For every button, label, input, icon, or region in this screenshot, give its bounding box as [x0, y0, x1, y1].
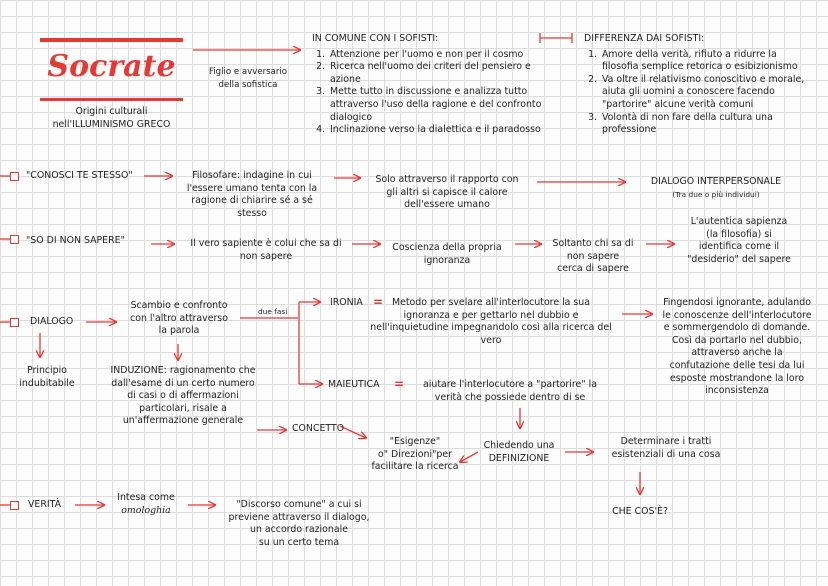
- ironia-label: IRONIA: [330, 297, 363, 308]
- coscienza-text: Coscienza della propria ignoranza: [392, 242, 502, 266]
- concetto-text: CONCETTO: [292, 423, 345, 434]
- list-item: 4. Inclinazione verso la dialettica e il paradosso: [328, 124, 544, 137]
- chiedendo-text: Chiedendo una DEFINIZIONE: [483, 440, 555, 464]
- sapienza-text: L'autentica sapienza (la filosofia) si identifica come il "desiderio" del sapere: [687, 216, 791, 265]
- ironia-text: Metodo per svelare all'interlocutore la sua ignoranza e per gettarlo nel dubbio e nell'inquietudine impegnandolo così alla ricerca del vero: [370, 297, 612, 346]
- rapporto-text: Solo attraverso il rapporto con gli altri si capisce il calore dell'essere umano: [375, 174, 519, 211]
- bullet-box-icon: [10, 501, 19, 510]
- che-cose-text: CHE COS'È?: [612, 506, 668, 517]
- page-title: Socrate: [40, 38, 183, 101]
- esigenze-text: "Esigenze" o" Direzioni"per facilitare la ricerca: [371, 436, 459, 473]
- bullet-box-icon: [10, 318, 19, 327]
- origins-text: Origini culturali nell'ILLUMINISMO GRECO: [52, 106, 171, 130]
- list-item: 2. Ricerca nell'uomo dei criteri del pensiero e azione: [328, 61, 544, 86]
- maieutica-label: MAIEUTICA: [328, 379, 380, 390]
- discorso-text: "Discorso comune" a cui si previene attraverso il dialogo, un accordo razionale su un certo tema: [228, 499, 370, 548]
- verita-label: VERITÀ: [28, 499, 62, 510]
- determinare-text: Determinare i tratti esistenziali di una cosa: [611, 436, 721, 460]
- fingendosi-text: Fingendosi ignorante, adulando le conoscenze dell'interlocutore e sommergendolo di domande. Così da portarlo nel dubbio, attraverso anche la confutazione delle tesi da lui esposte mostrandone la loro inconsistenza: [662, 297, 812, 397]
- ironia-equals: =: [373, 295, 384, 309]
- filosofare-text: Filosofare: indagine in cui l'essere umano tenta con la ragione di chiarire sé a sé stesso: [186, 170, 318, 219]
- dialogo-interpersonale: DIALOGO INTERPERSONALE (Tra due o più individui): [650, 176, 782, 199]
- differenza-heading: DIFFERENZA DAI SOFISTI:: [584, 33, 705, 44]
- maieutica-text: aiutare l'interlocutore a "partorire" la verità che possiede dentro di se: [423, 379, 597, 403]
- list-item: 2. Va oltre il relativismo conoscitivo e morale, aiuta gli uomini a conoscere facendo "partorire" alcune verità comuni: [600, 74, 810, 112]
- list-item: 3. Volontà di non fare della cultura una professione: [600, 112, 810, 137]
- figlio-text: Figlio e avversario della sofistica: [208, 67, 288, 90]
- in-comune-heading: IN COMUNE CON I SOFISTI:: [312, 33, 439, 44]
- scambio-text: Scambio e confronto con l'altro attraverso la parola: [130, 300, 228, 337]
- conosci-label: "CONOSCI TE STESSO": [26, 170, 133, 181]
- differenza-section: [584, 33, 810, 137]
- list-item: 1. Attenzione per l'uomo e non per il cosmo: [328, 49, 544, 62]
- differenza-list: [584, 49, 810, 137]
- in-comune-section: [312, 33, 544, 137]
- intesa-text: Intesa come omologhia: [117, 492, 175, 516]
- bullet-box-icon: [10, 235, 19, 244]
- list-item: 1. Amore della verità, rifiuto a ridurre la filosofia semplice retorica o esibizionismo: [600, 49, 810, 74]
- list-item: 3. Mette tutto in discussione e analizza tutto attraverso l'uso della ragione e del confronto dialogico: [328, 86, 544, 124]
- sapiente-text: Il vero sapiente è colui che sa di non sapere: [190, 238, 342, 262]
- due-fasi-text: due fasi: [258, 307, 288, 316]
- maieutica-equals: =: [394, 377, 405, 391]
- in-comune-list: [312, 49, 544, 137]
- non-sapere-label: "SO DI NON SAPERE": [26, 235, 125, 246]
- soltanto-text: Soltanto chi sa di non sapere cerca di sapere: [552, 238, 634, 275]
- induzione-text: INDUZIONE: ragionamento che dall'esame di un certo numero di casi o di affermazioni particolari, risale a un'affermazione generale: [110, 365, 256, 427]
- principio-text: Principio indubitabile: [19, 365, 75, 389]
- dialogo-label: DIALOGO: [30, 316, 74, 327]
- bullet-box-icon: [10, 172, 19, 181]
